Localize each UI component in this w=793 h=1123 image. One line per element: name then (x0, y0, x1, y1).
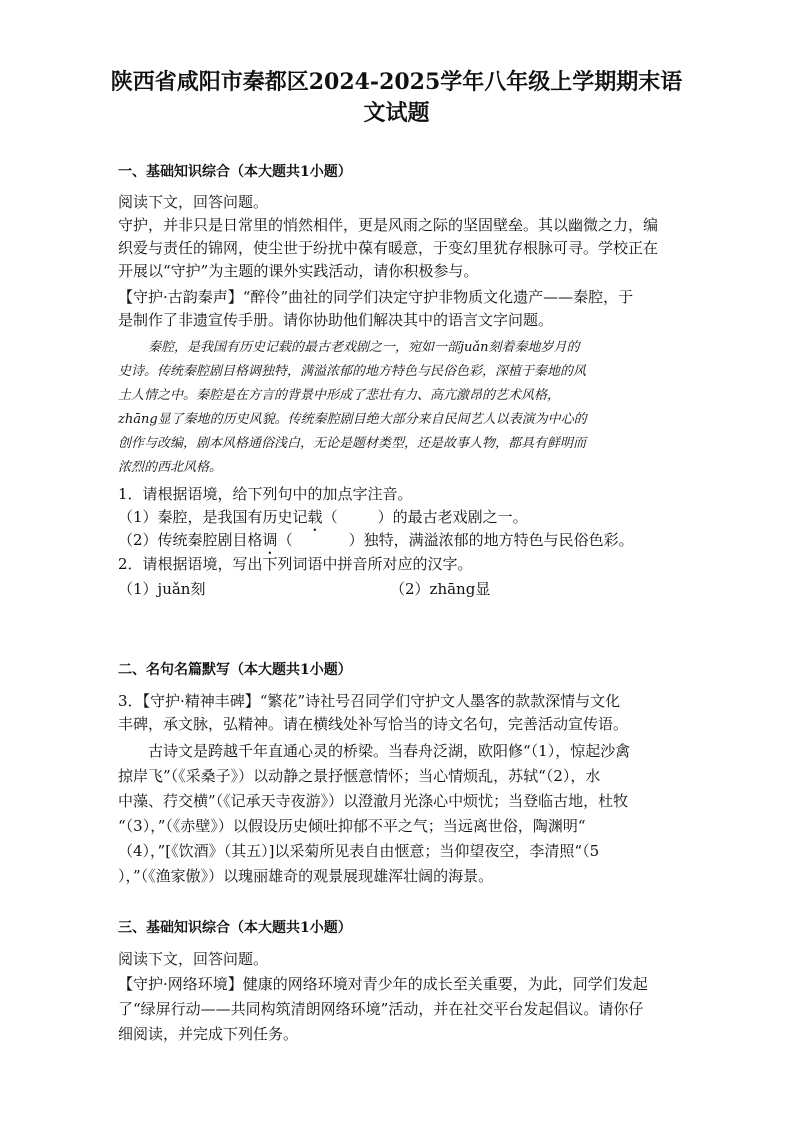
poem-text-line-4: “（3），”（《赤壁》）以假设历史倾吐抑郁不平之气；当远离世俗，陶渊明“ (118, 817, 586, 835)
passage-line-6: 浓烈的西北风格。 (118, 460, 223, 475)
section-1-heading: 一、基础知识综合（本大题共1小题） (118, 164, 352, 180)
passage-line-4: zhāng显了秦地的历史风貌。传统秦腔剧目绝大部分来自民间艺人以表演为中心的 (118, 412, 587, 427)
section-3-para-line-2: 了“绿屏行动——共同构筑清朗网络环境”活动，并在社交平台发起倡议。请你仔 (118, 1000, 644, 1018)
section-1-para1-line-1: 守护，并非只是日常里的悄然相伴，更是风雨之际的坚固壁垒。其以幽微之力，编 (118, 216, 659, 234)
question-1-1: （1）秦腔，是我国有历史记载（ ）的最古老戏剧之一。 (118, 508, 528, 526)
passage-line-2: 史诗。传统秦腔剧目格调独特，满溢浓郁的地方特色与民俗色彩，深植于秦地的风 (118, 364, 587, 379)
question-2-1: （1）juǎn刻 (118, 580, 206, 598)
dotted-char: 调 (262, 531, 278, 549)
passage-line-3: 土人情之中。秦腔是在方言的背景中形成了悲壮有力、高亢激昂的艺术风格， (118, 388, 561, 403)
section-1-para2-line-2: 是制作了非遗宣传手册。请你协助他们解决其中的语言文字问题。 (118, 311, 554, 329)
question-3-line-2: 丰碑，承文脉，弘精神。请在横线处补写恰当的诗文名句，完善活动宣传语。 (118, 715, 629, 733)
document-title-line-2: 文试题 (363, 100, 430, 126)
document-title-line-1: 陕西省咸阳市秦都区2024-2025学年八年级上学期期末语 (110, 69, 683, 95)
question-3-line-1: 3．【守护·精神丰碑】“繁花”诗社号召同学们守护文人墨客的款款深情与文化 (118, 692, 621, 710)
question-1: 1．请根据语境，给下列句中的加点字注音。 (118, 485, 413, 503)
section-3-heading: 三、基础知识综合（本大题共1小题） (118, 920, 352, 936)
section-1-para2-line-1: 【守护·古韵秦声】“醉伶”曲社的同学们决定守护非物质文化遗产——秦腔，于 (118, 288, 634, 306)
question-2-2: （2）zhāng显 (390, 580, 491, 598)
poem-text-line-5: （4），”[《饮酒》（其五）]以采菊所见表自由惬意；当仰望夜空，李清照“（5 (118, 842, 600, 860)
question-2-row (118, 578, 678, 600)
section-2-heading: 二、名句名篇默写（本大题共1小题） (118, 662, 352, 678)
question-1-2: （2）传统秦腔剧目格调（ ）独特，满溢浓郁的地方特色与民俗色彩。 (118, 531, 634, 549)
poem-text-line-3: 中藻、荇交横”（《记承天寺夜游》）以澄澈月光涤心中烦忧；当登临古地，杜牧 (118, 792, 629, 810)
poem-text-line-2: 掠岸飞”（《采桑子》）以动静之景抒惬意情怀；当心情烦乱，苏轼“（2），水 (118, 767, 601, 785)
passage-line-5: 创作与改编，剧本风格通俗浅白，无论是题材类型，还是故事人物，都具有鲜明而 (118, 436, 587, 451)
section-3-intro: 阅读下文，回答问题。 (118, 950, 269, 968)
section-3-para-line-1: 【守护·网络环境】健康的网络环境对青少年的成长至关重要，为此，同学们发起 (118, 975, 648, 993)
section-1-intro: 阅读下文，回答问题。 (118, 193, 269, 211)
poem-text-line-1: 古诗文是跨越千年直通心灵的桥梁。当春舟泛湖，欧阳修“（1），惊起沙禽 (148, 742, 631, 760)
question-2: 2．请根据语境，写出下列词语中拼音所对应的汉字。 (118, 555, 473, 573)
section-1-para1-line-3: 开展以“守护”为主题的课外实践活动，请你积极参与。 (118, 262, 479, 280)
passage-line-1: 秦腔，是我国有历史记载的最古老戏剧之一，宛如一部juǎn刻着秦地岁月的 (148, 340, 580, 355)
poem-text-line-6: ），”（《渔家傲》）以瑰丽雄奇的观景展现雄浑壮阔的海景。 (118, 867, 494, 885)
section-3-para-line-3: 细阅读，并完成下列任务。 (118, 1025, 299, 1043)
dotted-char: 载 (307, 508, 323, 526)
section-1-para1-line-2: 织爱与责任的锦网，使尘世于纷扰中葆有暖意，于变幻里犹存根脉可寻。学校正在 (118, 239, 659, 257)
